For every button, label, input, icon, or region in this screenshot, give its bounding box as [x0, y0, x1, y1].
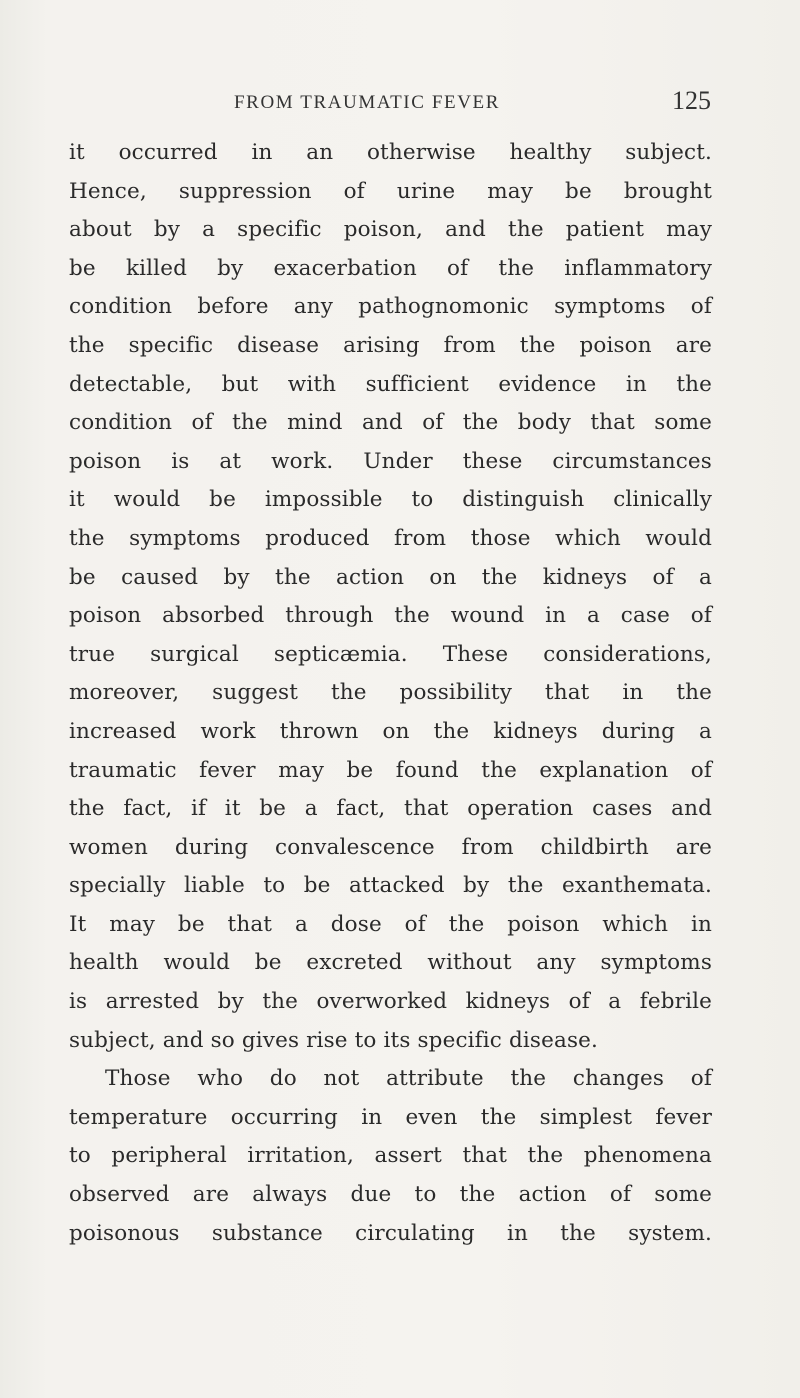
text-line: be caused by the action on the kidneys of a	[69, 564, 712, 590]
text-line: it would be impossible to distinguish clinically	[69, 487, 712, 513]
text-line: the symptoms produced from those which would	[69, 525, 712, 551]
text-line: is arrested by the overworked kidneys of a febrile	[69, 989, 712, 1015]
text-line: about by a specific poison, and the patient may	[69, 217, 712, 243]
text-line: detectable, but with sufficient evidence in the	[69, 371, 712, 397]
text-line: poisonous substance circulating in the system.	[69, 1220, 712, 1246]
text-line: health would be excreted without any symptoms	[69, 950, 712, 976]
running-title: FROM TRAUMATIC FEVER	[234, 92, 501, 113]
text-line: condition before any pathognomonic symptoms of	[69, 294, 712, 320]
text-line: temperature occurring in even the simplest fever	[69, 1104, 712, 1130]
text-line: it occurred in an otherwise healthy subject.	[69, 140, 712, 165]
body-text	[69, 134, 712, 1253]
text-line: Hence, suppression of urine may be brought	[69, 178, 712, 204]
text-line: to peripheral irritation, assert that the phenomena	[69, 1143, 712, 1169]
text-line: the fact, if it be a fact, that operation cases and	[69, 796, 712, 822]
text-line: women during convalescence from childbirth are	[69, 834, 712, 860]
text-line: be killed by exacerbation of the inflammatory	[69, 255, 712, 281]
text-line: true surgical septicæmia. These considerations,	[69, 641, 712, 667]
page-number: 125	[672, 86, 711, 115]
text-line: poison absorbed through the wound in a case of	[69, 603, 712, 629]
text-line: It may be that a dose of the poison which in	[69, 911, 712, 937]
text-line: observed are always due to the action of some	[69, 1182, 712, 1208]
paragraph-start-line: Those who do not attribute the changes of	[105, 1066, 712, 1092]
text-line: increased work thrown on the kidneys during a	[69, 718, 712, 744]
text-line: the specific disease arising from the poison are	[69, 332, 712, 358]
paragraph-end-line: subject, and so gives rise to its specific disease.	[69, 1027, 598, 1053]
text-line: traumatic fever may be found the explanation of	[69, 757, 712, 783]
text-line: condition of the mind and of the body that some	[69, 410, 712, 436]
running-head	[70, 86, 711, 122]
text-line: moreover, suggest the possibility that in the	[69, 680, 712, 706]
text-line: poison is at work. Under these circumstances	[69, 448, 712, 474]
text-line: specially liable to be attacked by the exanthemata.	[69, 873, 712, 899]
